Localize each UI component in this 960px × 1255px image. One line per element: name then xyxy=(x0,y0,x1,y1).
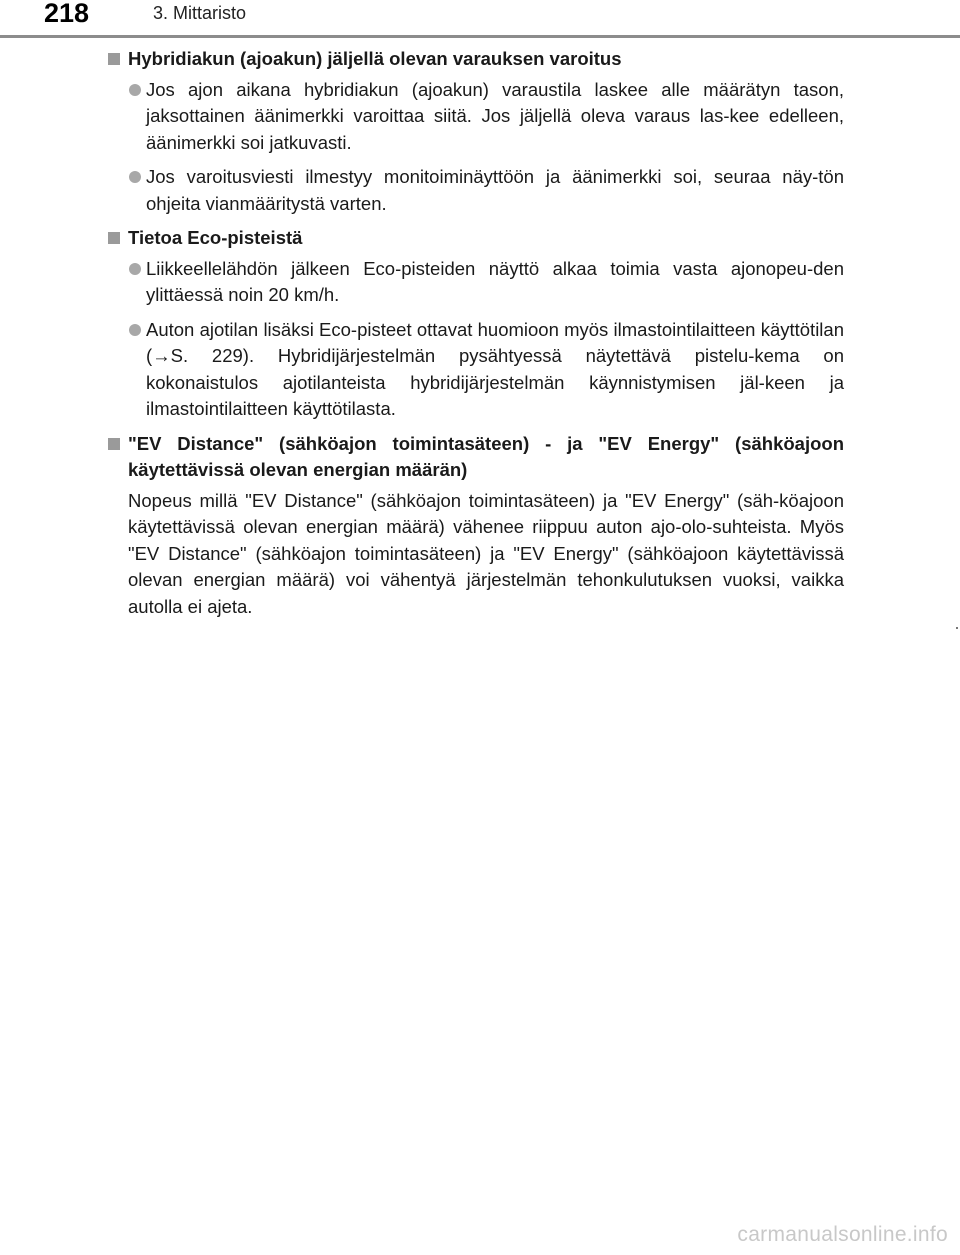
bullet-text: Auton ajotilan lisäksi Eco-pisteet ottavat huomioon myös ilmastointilaitteen käyttötilan (→S. 229). Hybridijärjestelmän pysähtyessä näytettävä pistelu-kema on kokonaistulos ajotilanteista hybridijärjestelmän käynnistymisen jäl-keen ja ilmastointilaitteen käyttötilasta. xyxy=(146,318,844,419)
round-bullet-icon xyxy=(129,263,141,275)
section-heading-text: Hybridiakun (ajoakun) jäljellä olevan varauksen varoitus xyxy=(128,48,622,69)
section-ev-distance xyxy=(108,431,844,621)
page-content xyxy=(108,46,844,628)
section-heading xyxy=(108,431,844,484)
bullet-item xyxy=(108,164,844,217)
page-number: 218 xyxy=(44,0,90,28)
header-rule xyxy=(0,35,960,38)
bullet-item xyxy=(108,317,844,423)
section-paragraph: Nopeus millä "EV Distance" (sähköajon toimintasäteen) ja "EV Energy" (säh-köajoon käytettävissä olevan energian määrä) vähenee riippuu auton ajo-olo-suhteista. Myös "EV Distance" (sähköajon toimintasäteen) ja "EV Energy" (sähköajoon käytettävissä olevan energian määrä) voi vähentyä järjestelmän tehonkulutuksen vuoksi, vaikka autolla ei ajeta. xyxy=(128,489,844,617)
section-heading xyxy=(108,225,844,252)
round-bullet-icon xyxy=(129,171,141,183)
round-bullet-icon xyxy=(129,324,141,336)
section-heading-text: "EV Distance" (sähköajon toimintasäteen) - ja "EV Energy" (sähköajoon käytettävissä olevan energian määrän) xyxy=(128,432,844,480)
square-bullet-icon xyxy=(108,53,120,65)
section-heading-text: Tietoa Eco-pisteistä xyxy=(128,227,303,248)
bullet-text: Liikkeellelähdön jälkeen Eco-pisteiden näyttö alkaa toimia vasta ajonopeu-den ylittäessä noin 20 km/h. xyxy=(146,257,844,305)
margin-mark xyxy=(956,627,958,629)
bullet-item xyxy=(108,77,844,157)
bullet-text: Jos varoitusviesti ilmestyy monitoiminäyttöön ja äänimerkki soi, seuraa näy-tön ohjeita vianmääritystä varten. xyxy=(146,166,844,214)
section-eco-points xyxy=(108,225,844,423)
chapter-title: 3. Mittaristo xyxy=(153,3,247,23)
square-bullet-icon xyxy=(108,232,120,244)
section-heading xyxy=(108,46,844,73)
watermark: carmanualsonline.info xyxy=(737,1223,948,1246)
bullet-item xyxy=(108,256,844,309)
round-bullet-icon xyxy=(129,84,141,96)
square-bullet-icon xyxy=(108,438,120,450)
section-battery-warning xyxy=(108,46,844,217)
bullet-text: Jos ajon aikana hybridiakun (ajoakun) varaustila laskee alle määrätyn tason, jaksottainen äänimerkki varoittaa siitä. Jos jäljellä oleva varaus las-kee edelleen, äänimerkki soi jatkuvasti. xyxy=(146,78,844,153)
